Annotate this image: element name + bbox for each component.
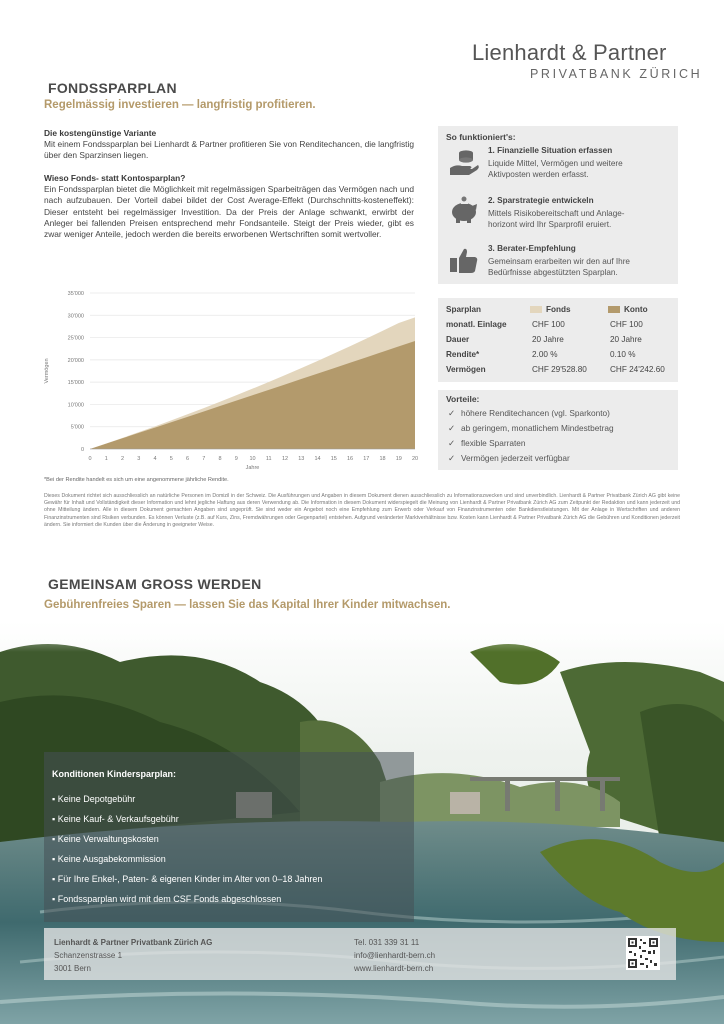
x-tick-label: 1 [104, 456, 108, 462]
x-tick-label: 4 [153, 456, 157, 462]
x-tick-label: 0 [88, 456, 92, 462]
step-2-title: 2. Sparstrategie entwickeln [488, 196, 594, 205]
table-row-konto: 0.10 % [610, 350, 636, 359]
x-tick-label: 5 [169, 456, 173, 462]
how-it-works-title: So funktioniert's: [446, 132, 516, 142]
child-condition-text: Keine Depotgebühr [57, 794, 136, 804]
y-tick-label: 5'000 [70, 424, 84, 431]
child-conditions-title: Konditionen Kindersparplan: [52, 769, 177, 779]
step-3-line-1: Gemeinsam erarbeiten wir den auf Ihre [488, 257, 630, 266]
x-tick-label: 2 [120, 456, 125, 462]
y-tick-label: 30'000 [67, 313, 84, 320]
bank-logo-subtitle: PRIVATBANK ZÜRICH [530, 67, 703, 81]
x-tick-label: 6 [185, 456, 190, 462]
table-row-label: Rendite* [446, 350, 480, 359]
x-tick-label: 14 [314, 456, 321, 462]
step-3-title: 3. Berater-Empfehlung [488, 244, 576, 253]
benefit-text: flexible Sparraten [460, 438, 526, 448]
bullet-icon: ▪ [52, 894, 58, 904]
child-condition-item [52, 814, 179, 824]
x-tick-label: 11 [265, 456, 272, 462]
x-tick-label: 8 [218, 456, 222, 462]
checkmark-icon: ✓ [448, 438, 455, 448]
child-condition-item [52, 874, 322, 884]
step-1-line-1: Liquide Mittel, Vermögen und weitere [488, 159, 623, 168]
x-tick-label: 20 [411, 456, 419, 462]
step-1-line-2: Aktivposten werden erfasst. [488, 170, 589, 179]
bullet-icon: ▪ [52, 854, 58, 864]
table-header-konto: Konto [624, 305, 648, 314]
savings-area-chart [40, 285, 424, 471]
page-title: FONDSSPARPLAN [48, 80, 177, 96]
table-row-label: Vermögen [446, 365, 486, 374]
intro-block-1 [44, 128, 414, 162]
checkmark-icon: ✓ [448, 453, 455, 463]
x-tick-label: 17 [363, 456, 370, 462]
x-tick-label: 18 [379, 456, 386, 462]
checkmark-icon: ✓ [448, 423, 455, 433]
section-2-title: GEMEINSAM GROSS WERDEN [48, 576, 262, 592]
table-row-konto: CHF 100 [610, 320, 643, 329]
x-tick-label: 9 [234, 456, 238, 462]
step-2-line-1: Mittels Risikobereitschaft und Anlage- [488, 209, 625, 218]
benefit-text: Vermögen jederzeit verfügbar [460, 453, 570, 463]
contact-website[interactable]: www.lienhardt-bern.ch [354, 964, 434, 973]
page-subtitle: Regelmässig investieren — langfristig profitieren. [44, 99, 316, 111]
child-condition-item [52, 834, 159, 844]
x-tick-label: 16 [346, 456, 354, 462]
checkmark-icon: ✓ [448, 408, 455, 418]
y-tick-label: 10'000 [67, 402, 84, 409]
thumbs-up-icon [448, 246, 480, 274]
x-tick-label: 13 [298, 456, 305, 462]
x-tick-label: 10 [249, 456, 256, 462]
contact-phone[interactable]: Tel. 031 339 31 11 [354, 938, 420, 947]
x-tick-label: 15 [330, 456, 337, 462]
qr-code-icon[interactable] [626, 936, 660, 970]
y-tick-label: 0 [80, 447, 84, 453]
coins-hand-icon [448, 148, 480, 176]
bullet-icon: ▪ [52, 874, 58, 884]
fonds-legend-swatch [530, 306, 542, 313]
table-row-label: Dauer [446, 335, 470, 344]
bullet-icon: ▪ [52, 814, 58, 824]
table-row-konto: CHF 24'242.60 [610, 365, 665, 374]
contact-email[interactable]: info@lienhardt-bern.ch [354, 951, 436, 960]
child-condition-text: Keine Ausgabekommission [57, 854, 166, 864]
benefit-item [448, 438, 526, 448]
bullet-icon: ▪ [52, 834, 58, 844]
table-row-label: monatl. Einlage [446, 320, 507, 329]
y-tick-label: 15'000 [67, 380, 84, 387]
x-axis-title: Jahre [245, 465, 260, 471]
step-2-text [488, 208, 658, 230]
child-condition-item [52, 794, 135, 804]
legal-disclaimer: Dieses Dokument richtet sich ausschliesslich an natürliche Personen im Domizil in der Schweiz. Die Ausführungen und Angaben in diesem Dokument dienen ausschliesslich zu Informationszwecken und sind unverbindlich. Lienhardt & Partner Privatbank Zürich AG gibt keine Gewähr für Inhalt und Vollständigkeit dieser Information und lehnt jegliche Haftung aus deren Verwendung ab. Die Information in diesem Dokument widerspiegelt die Meinung von Lienhardt & Partner Privatbank Zürich AG zum Zeitpunkt der Redaktion und kann jederzeit und ohne Mitteilung ändern. Alle in diesem Dokument gemachten Angaben sind ungeprüft. Sie sind weder ein Angebot noch eine Empfehlung zum Erwerb oder Verkauf von Finanzinstrumenten oder Bankdienstleistungen. Mit der Anlage in Wertschriften und anderen Finanzinstrumenten sind Risiken verbunden. Es können Verluste (z.B. auf Kurs, Zins, Fremdwährungen oder Gegenpartei) entstehen. Aufgrund veränderter Marktverhältnisse bzw. Kosten kann Lienhardt & Partner Privatbank Zürich AG die Gebühren und Konditionen jederzeit ändern. Sie informiert die Kunden über die Änderung in geeigneter Weise. [44, 493, 680, 528]
step-2-line-2: horizont wird Ihr Sparprofil eruiert. [488, 220, 612, 229]
y-tick-label: 20'000 [67, 357, 84, 364]
table-row-konto: 20 Jahre [610, 335, 642, 344]
contact-street: Schanzenstrasse 1 [54, 951, 123, 960]
step-3-line-2: Bedürfnisse abgestützten Sparplan. [488, 268, 618, 277]
y-tick-label: 25'000 [67, 335, 84, 342]
intro-text-1: Mit einem Fondssparplan bei Lienhardt & Partner profitieren Sie von Renditechancen, die langfristig über den Sparzinsen liegen. [44, 139, 414, 161]
y-tick-label: 35'000 [67, 291, 84, 297]
table-row-fonds: 2.00 % [532, 350, 558, 359]
child-condition-text: Für Ihre Enkel-, Paten- & eigenen Kinder im Alter von 0–18 Jahren [57, 874, 323, 884]
child-condition-text: Keine Verwaltungskosten [57, 834, 159, 844]
x-tick-label: 7 [202, 456, 206, 462]
table-row-fonds: CHF 29'528.80 [532, 365, 587, 374]
intro-heading-2: Wieso Fonds- statt Kontosparplan? [44, 173, 186, 183]
benefits-title: Vorteile: [446, 394, 480, 404]
benefit-item [448, 423, 614, 433]
benefit-text: höhere Renditechancen (vgl. Sparkonto) [460, 408, 610, 418]
child-condition-item [52, 854, 166, 864]
child-condition-text: Keine Kauf- & Verkaufsgebühr [57, 814, 179, 824]
x-tick-label: 19 [395, 456, 402, 462]
bank-logo-name: Lienhardt & Partner [472, 40, 667, 65]
section-2-subtitle: Gebührenfreies Sparen — lassen Sie das Kapital Ihrer Kinder mitwachsen. [44, 599, 451, 611]
konto-legend-swatch [608, 306, 620, 313]
table-row-fonds: CHF 100 [532, 320, 565, 329]
benefit-item [448, 408, 610, 418]
step-1-title: 1. Finanzielle Situation erfassen [488, 146, 613, 155]
x-tick-label: 12 [281, 456, 289, 462]
table-header-label: Sparplan [446, 305, 482, 314]
y-axis-title: Vermögen [44, 358, 50, 384]
bullet-icon: ▪ [52, 794, 58, 804]
intro-block-2 [44, 173, 414, 240]
contact-company: Lienhardt & Partner Privatbank Zürich AG [54, 938, 213, 947]
contact-city: 3001 Bern [54, 964, 91, 973]
child-condition-item [52, 894, 281, 904]
child-condition-text: Fondssparplan wird mit dem CSF Fonds abgeschlossen [57, 894, 282, 904]
step-3-text [488, 256, 658, 278]
table-header-fonds: Fonds [546, 305, 571, 314]
chart-footnote: *Bei der Rendite handelt es sich um eine angenommene jährliche Rendite. [44, 477, 229, 483]
x-tick-label: 3 [137, 456, 141, 462]
benefit-text: ab geringem, monatlichem Mindestbetrag [460, 423, 614, 433]
benefit-item [448, 453, 570, 463]
intro-text-2: Ein Fondssparplan bietet die Möglichkeit mit regelmässigen Sparbeiträgen das Vermögen nach und nach aufzubauen. Der Vorteil dabei bildet der Cost Average-Effekt (Durchschnitts-kosteneffekt): Dieser entsteht bei regelmässiger Investition. Da der Preis der Anlage schwankt, erwirbt der Anleger bei fallenden Preisen entsprechend mehr Fondsanteile. Steigt der Preis wieder, gibt es zwar weniger Anteile, jedoch werden die bereits erworbenen Wertschriften somit wertvoller. [44, 184, 414, 240]
step-1-text [488, 158, 658, 180]
intro-heading-1: Die kostengünstige Variante [44, 128, 157, 138]
piggy-bank-icon [448, 196, 480, 224]
table-row-fonds: 20 Jahre [532, 335, 564, 344]
